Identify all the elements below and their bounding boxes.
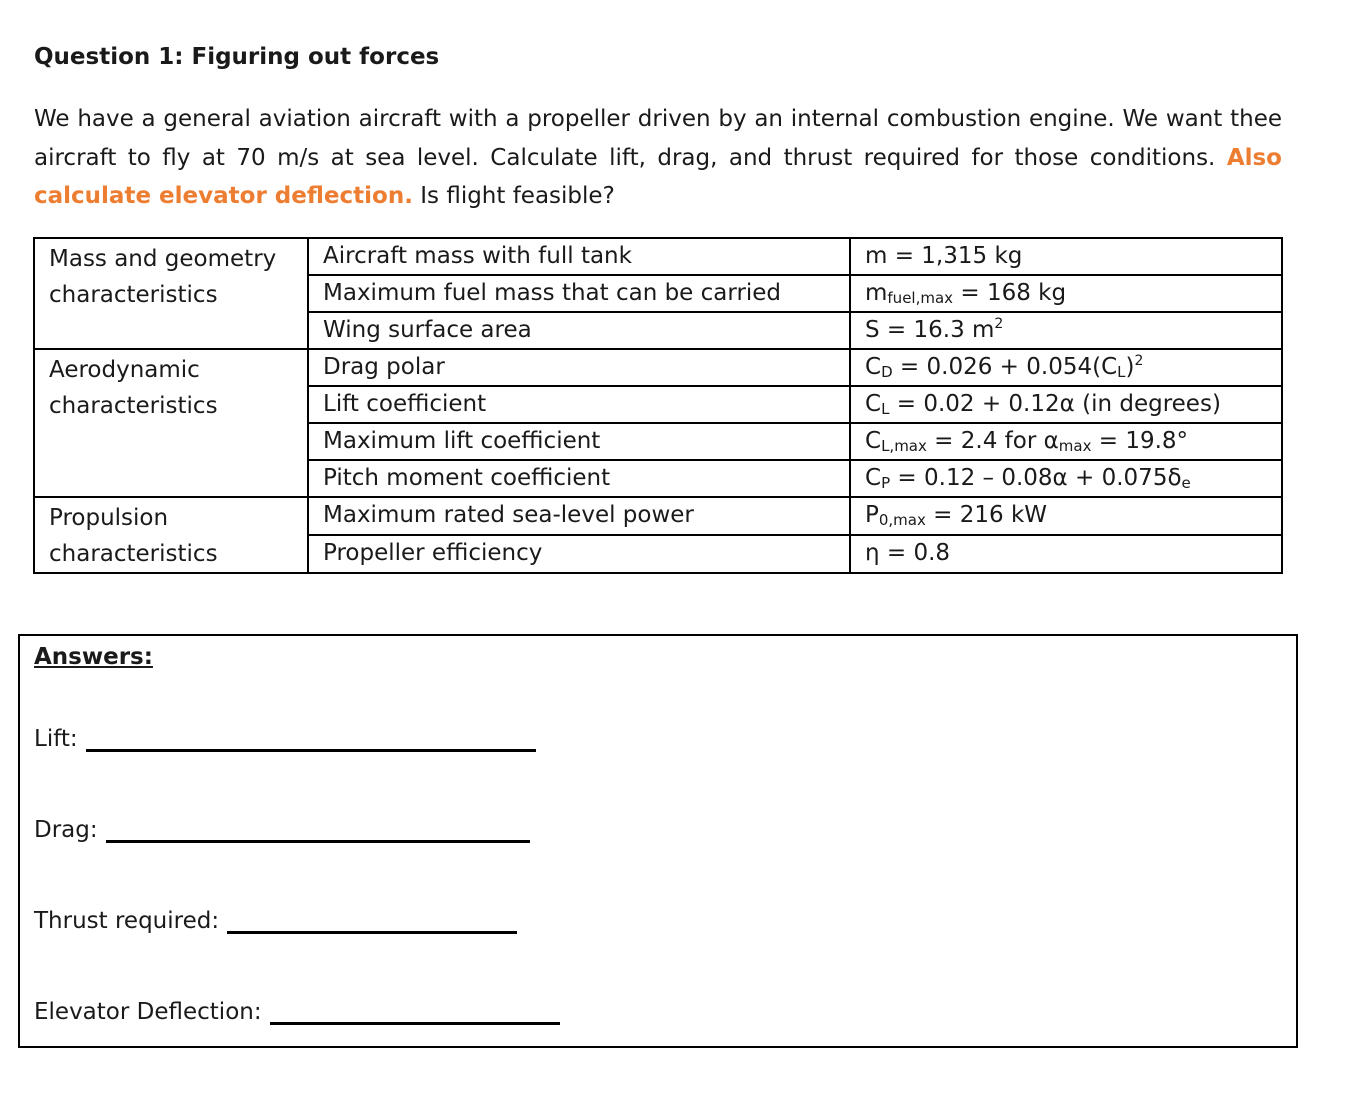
property-label: Aircraft mass with full tank — [308, 238, 850, 275]
lift-answer-row — [34, 726, 536, 752]
property-value: η = 0.8 — [850, 535, 1282, 573]
question-text — [34, 100, 1282, 216]
lift-answer-blank[interactable] — [86, 727, 536, 752]
drag-answer-blank[interactable] — [106, 818, 530, 843]
property-value: $C_P = 0.12 - 0.08\alpha + 0.075\delta_e$ — [850, 460, 1282, 497]
question-text-part2: Is flight feasible? — [420, 183, 615, 209]
group-aerodynamic: Aerodynamic characteristics — [34, 349, 308, 497]
thrust-answer-row — [34, 908, 517, 934]
property-label: Wing surface area — [308, 312, 850, 349]
elevator-answer-row — [34, 999, 560, 1025]
drag-answer-row — [34, 817, 530, 843]
property-label: Maximum rated sea-level power — [308, 497, 850, 535]
thrust-label: Thrust required: — [34, 908, 220, 934]
answers-box — [18, 634, 1298, 1048]
property-value: $C_D = 0.026 + 0.054(C_L)^2$ — [850, 349, 1282, 386]
question-title: Question 1: Figuring out forces — [34, 44, 440, 70]
elevator-answer-blank[interactable] — [270, 1000, 560, 1025]
property-label: Pitch moment coefficient — [308, 460, 850, 497]
property-value: $C_{L,max} = 2.4$ for $\alpha_{max} = 19.8^\circ$ — [850, 423, 1282, 460]
question-text-part1: We have a general aviation aircraft with a propeller driven by an internal combustion engine. We want thee aircraft to fly at 70 m/s at sea level. Calculate lift, drag, and thrust required for those conditions. — [34, 106, 1282, 171]
property-label: Maximum lift coefficient — [308, 423, 850, 460]
property-value: $m_{fuel,max} = 168$ kg — [850, 275, 1282, 312]
drag-label: Drag: — [34, 817, 98, 843]
table-row — [34, 238, 1282, 275]
answers-title: Answers: — [34, 644, 153, 670]
thrust-answer-blank[interactable] — [227, 909, 517, 934]
table-row — [34, 349, 1282, 386]
property-value: S = 16.3 $m^2$ — [850, 312, 1282, 349]
aircraft-spec-table — [33, 237, 1283, 574]
table-row — [34, 497, 1282, 535]
elevator-label: Elevator Deflection: — [34, 999, 262, 1025]
group-propulsion: Propulsion characteristics — [34, 497, 308, 573]
property-label: Propeller efficiency — [308, 535, 850, 573]
lift-label: Lift: — [34, 726, 78, 752]
property-label: Drag polar — [308, 349, 850, 386]
property-label: Maximum fuel mass that can be carried — [308, 275, 850, 312]
property-value: m = 1,315 kg — [850, 238, 1282, 275]
question-highlight: Also calculate elevator deflection. — [34, 144, 1282, 209]
group-mass-geometry: Mass and geometry characteristics — [34, 238, 308, 349]
property-label: Lift coefficient — [308, 386, 850, 423]
property-value: $C_L = 0.02 + 0.12\alpha$ (in degrees) — [850, 386, 1282, 423]
property-value: $P_{0,max} = 216$ kW — [850, 497, 1282, 535]
